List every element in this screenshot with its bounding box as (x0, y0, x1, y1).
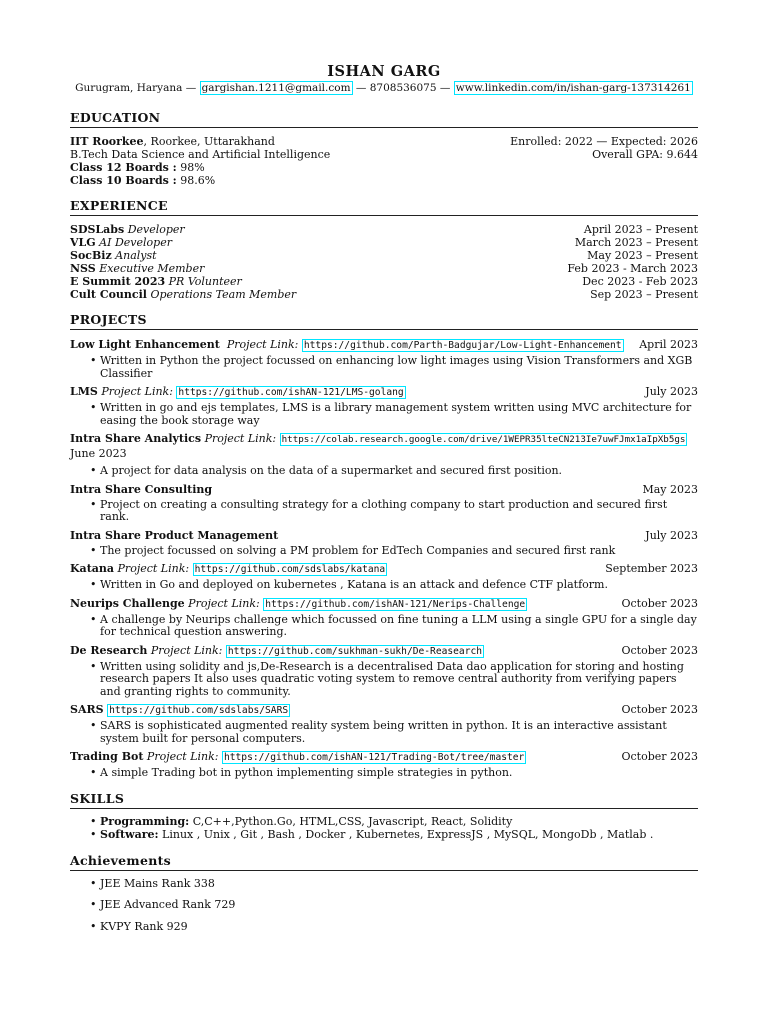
achievement-item: • JEE Mains Rank 338 (100, 878, 698, 891)
project-link[interactable]: https://github.com/ishAN-121/Trading-Bot/tree/master (223, 752, 525, 763)
project-date: April 2023 (639, 338, 698, 351)
project-link-label: Project Link: (150, 643, 223, 657)
project-item (70, 702, 698, 745)
project-item (70, 482, 698, 524)
project-item (70, 431, 698, 478)
exp-role: Operations Team Member (150, 288, 297, 301)
project-link[interactable]: https://github.com/sukhman-sukh/De-Reasearch (227, 645, 483, 657)
exp-role: PR Volunteer (168, 275, 242, 288)
achievements-heading: Achievements (70, 854, 698, 871)
class10-row (70, 174, 698, 187)
project-description: • Written in go and ejs templates, LMS is a library management system written using MVC architecture for easing the book storage way (100, 402, 698, 427)
project-name: De Research (70, 643, 148, 657)
experience-item (70, 262, 698, 275)
project-item (70, 749, 698, 780)
exp-date: March 2023 – Present (574, 236, 698, 249)
school-place: , Roorkee, Uttarakhand (143, 135, 275, 148)
exp-org: VLG (70, 236, 96, 249)
class10-label: Class 10 Boards : (70, 174, 177, 187)
skills-soft-value: Linux , Unix , Git , Bash , Docker , Kubernetes, ExpressJS , MySQL, MongoDb , Matlab . (162, 828, 654, 841)
project-description: • A challenge by Neurips challenge which focussed on fine tuning a LLM using a single GPU for a single day for technical question answering. (100, 614, 698, 639)
project-name: Katana (70, 562, 115, 575)
skills-prog-label: Programming: (100, 814, 190, 828)
experience-heading: EXPERIENCE (70, 199, 698, 216)
project-name: Intra Share Consulting (70, 482, 213, 496)
class12-label: Class 12 Boards : (70, 161, 177, 174)
exp-date: Dec 2023 - Feb 2023 (582, 275, 698, 288)
project-description: • A project for data analysis on the data of a supermarket and secured first position. (100, 465, 698, 478)
class10-value: 98.6% (180, 174, 216, 187)
experience-item (70, 249, 698, 262)
project-name: LMS (70, 385, 98, 398)
school-name: IIT Roorkee (70, 135, 144, 148)
project-date: October 2023 (621, 596, 698, 610)
separator: — (439, 82, 451, 94)
project-name: Trading Bot (70, 750, 144, 763)
project-name: Intra Share Analytics (70, 432, 202, 445)
skills-soft-label: Software: (100, 828, 159, 841)
project-description: • Written using solidity and js,De-Research is a decentralised Data dao application for storing and hosting research papers It also uses quadratic voting system to remove central authority from verifying papers and granting rights to community. (100, 661, 698, 699)
email-link[interactable]: gargishan.1211@gmail.com (201, 82, 351, 94)
exp-date: April 2023 – Present (583, 223, 698, 236)
class12-row (70, 161, 698, 174)
degree: B.Tech Data Science and Artificial Intelligence (70, 148, 331, 161)
project-link-label: Project Link: (204, 432, 277, 445)
project-date: October 2023 (621, 703, 698, 716)
contact-line (70, 81, 698, 95)
exp-org: SDSLabs (70, 223, 125, 236)
project-name: Neurips Challenge (70, 596, 185, 610)
separator: — (185, 82, 197, 94)
project-description: • Written in Go and deployed on kubernetes , Katana is an attack and defence CTF platform. (100, 579, 698, 592)
exp-date: Sep 2023 – Present (590, 288, 698, 301)
linkedin-link[interactable]: www.linkedin.com/in/ishan-garg-137314261 (455, 82, 691, 94)
education-row (70, 135, 698, 148)
exp-org: Cult Council (70, 288, 147, 301)
experience-item (70, 223, 698, 236)
project-name: Intra Share Product Management (70, 528, 279, 542)
project-description: • A simple Trading bot in python implementing simple strategies in python. (100, 767, 698, 780)
enrollment-dates: Enrolled: 2022 — Expected: 2026 (510, 135, 698, 148)
skills-heading: SKILLS (70, 792, 698, 809)
exp-date: Feb 2023 - March 2023 (567, 262, 698, 275)
project-name: Low Light Enhancement (70, 338, 220, 351)
separator: — (355, 82, 367, 94)
project-description: • Project on creating a consulting strategy for a clothing company to start production and secured first rank. (100, 499, 698, 524)
exp-org: NSS (70, 262, 96, 275)
project-link-label: Project Link: (117, 562, 190, 575)
project-date: July 2023 (645, 528, 698, 542)
project-description: • Written in Python the project focussed on enhancing low light images using Vision Transformers and XGB Classifier (100, 355, 698, 380)
project-name: SARS (70, 703, 104, 716)
resume-page (70, 63, 698, 942)
project-link[interactable]: https://colab.research.google.com/drive/1WEPR35lteCN213Ie7uwFJmx1aIpXb5gs (281, 434, 686, 445)
achievement-item: • JEE Advanced Rank 729 (100, 899, 698, 912)
exp-date: May 2023 – Present (587, 249, 698, 262)
project-link[interactable]: https://github.com/ishAN-121/LMS-golang (178, 387, 404, 398)
experience-item (70, 288, 698, 301)
education-row (70, 148, 698, 161)
class12-value: 98% (180, 161, 205, 174)
project-item (70, 384, 698, 427)
project-item (70, 337, 698, 380)
phone: 8708536075 (369, 82, 437, 94)
gpa: Overall GPA: 9.644 (592, 148, 698, 161)
achievement-item: • KVPY Rank 929 (100, 921, 698, 934)
exp-org: SocBiz (70, 249, 112, 262)
experience-item (70, 275, 698, 288)
project-date: May 2023 (642, 482, 698, 496)
skills-programming (100, 816, 698, 829)
exp-role: Executive Member (99, 262, 205, 275)
project-link[interactable]: https://github.com/sdslabs/katana (194, 564, 386, 575)
exp-role: AI Developer (99, 236, 172, 249)
project-link-label: Project Link: (101, 385, 173, 398)
project-date: June 2023 (70, 447, 127, 460)
project-description: • SARS is sophisticated augmented reality system being written in python. It is an interactive assistant system built for personal computers. (100, 720, 698, 745)
project-item (70, 643, 698, 699)
experience-item (70, 236, 698, 249)
location: Gurugram, Haryana (75, 82, 183, 94)
project-link-label: Project Link: (146, 750, 219, 763)
project-date: October 2023 (621, 643, 698, 657)
skills-software (100, 829, 698, 842)
project-link-label: Project Link: (188, 596, 260, 610)
project-date: October 2023 (621, 750, 698, 763)
education-heading: EDUCATION (70, 111, 698, 128)
exp-role: Developer (127, 223, 185, 236)
skills-prog-value: C,C++,Python.Go, HTML,CSS, Javascript, React, Solidity (192, 814, 513, 828)
project-link-label: Project Link: (226, 338, 299, 351)
project-link[interactable]: https://github.com/ishAN-121/Nerips-Challenge (265, 598, 526, 610)
projects-heading: PROJECTS (70, 313, 698, 330)
project-link[interactable]: https://github.com/sdslabs/SARS (109, 705, 289, 716)
project-item (70, 561, 698, 592)
project-item (70, 528, 698, 558)
exp-role: Analyst (115, 249, 157, 262)
project-item (70, 596, 698, 639)
project-date: July 2023 (645, 385, 698, 398)
candidate-name: ISHAN GARG (327, 63, 441, 80)
exp-org: E Summit 2023 (70, 275, 166, 288)
project-description: • The project focussed on solving a PM problem for EdTech Companies and secured first rank (100, 545, 698, 558)
project-date: September 2023 (605, 562, 698, 575)
project-link[interactable]: https://github.com/Parth-Badgujar/Low-Light-Enhancement (303, 340, 622, 351)
